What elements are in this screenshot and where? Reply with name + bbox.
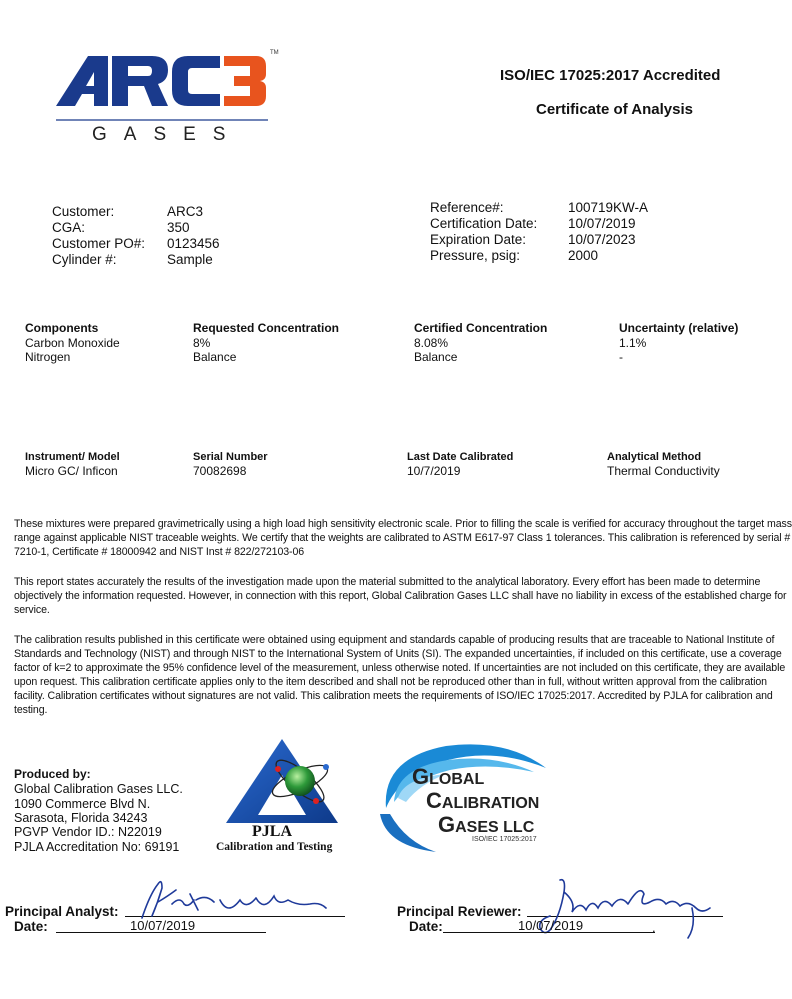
reviewer-date-trail: . — [652, 920, 656, 935]
paragraph-line: The calibration results published in this certificate were obtained using equipment and standards capable of producing results that are traceable to National Institute of — [14, 634, 775, 646]
requested-concentration: Balance — [193, 350, 237, 364]
col-header-analytical-method: Analytical Method — [607, 451, 702, 463]
pressure-value: 2000 — [568, 248, 599, 263]
reviewer-date-label: Date: — [409, 919, 443, 934]
cylinder-value: Sample — [167, 252, 213, 267]
producer-line: PJLA Accreditation No: 69191 — [14, 840, 180, 854]
uncertainty-value: 1.1% — [619, 336, 647, 350]
certified-concentration: Balance — [414, 350, 458, 364]
paragraph-line: This report states accurately the results of the investigation made upon the material submitted to the analytical laboratory. Every effort has been made to determine — [14, 576, 761, 588]
produced-by-heading: Produced by: — [14, 767, 91, 781]
col-header-certified: Certified Concentration — [414, 321, 548, 335]
col-header-last-calibrated: Last Date Calibrated — [407, 451, 514, 463]
pjla-name: PJLA — [252, 823, 292, 840]
paragraph-line: upon request. This calibration certificate applies only to the item described and shall not be reproduced other than in full, without written approval from the calibration — [14, 676, 767, 688]
cylinder-label: Cylinder #: — [52, 252, 117, 267]
pjla-logo — [212, 735, 357, 857]
expiration-date-label: Expiration Date: — [430, 232, 527, 247]
paragraph-line: objectively the information requested. However, in connection with this report, Global Calibration Gases LLC shall have no liability in excess of the established charge for — [14, 590, 787, 602]
paragraph-line: factor of k=2 to approximate the 95% confidence level of the measurement, unless otherwise noted. If uncertainties are not included on this certificate, they are available — [14, 662, 786, 674]
global-calibration-gases-logo — [376, 738, 566, 854]
customer-value: ARC3 — [167, 204, 204, 219]
col-header-serial: Serial Number — [193, 451, 268, 463]
gcg-text: ALIBRATION — [441, 795, 540, 812]
accreditation-title: ISO/IEC 17025:2017 Accredited — [500, 67, 721, 84]
producer-line: PGVP Vendor ID.: N22019 — [14, 825, 162, 839]
trademark-mark: TM — [270, 50, 279, 56]
analyst-date-label: Date: — [14, 919, 48, 934]
customer-label: Customer: — [52, 204, 115, 219]
expiration-date-value: 10/07/2023 — [568, 232, 636, 247]
producer-line: Sarasota, Florida 34243 — [14, 811, 148, 825]
last-date-calibrated: 10/7/2019 — [407, 464, 461, 478]
analyst-date-value: 10/07/2019 — [130, 918, 196, 933]
serial-number: 70082698 — [193, 464, 247, 478]
arc3-gases-text: GASES — [92, 124, 243, 145]
cga-value: 350 — [167, 220, 190, 235]
paragraph-line: facility. Calibration certificates without signatures are not valid. This calibration meets the requirements of ISO/IEC 17025:2017. Accredited by PJLA for calibration and — [14, 690, 773, 702]
component-name: Nitrogen — [25, 350, 71, 364]
certified-concentration: 8.08% — [414, 336, 449, 350]
paragraph-line: Standards and Technology (NIST) and through NIST to the International System of Units (SI). The expanded uncertainties, if included on this certificate, use a coverage — [14, 648, 782, 660]
reference-label: Reference#: — [430, 200, 504, 215]
paragraph-line: 7210-1, Certificate # 18000942 and NIST Inst # 822/272103-06 — [14, 546, 305, 558]
customer-po-value: 0123456 — [167, 236, 220, 251]
reference-value: 100719KW-A — [568, 200, 649, 215]
col-header-uncertainty: Uncertainty (relative) — [619, 321, 739, 335]
component-name: Carbon Monoxide — [25, 336, 120, 350]
certification-date-value: 10/07/2019 — [568, 216, 636, 231]
gcg-line-1 — [412, 764, 484, 790]
pjla-tagline: Calibration and Testing — [216, 841, 333, 853]
principal-reviewer-label: Principal Reviewer: — [397, 904, 522, 919]
arc3-logo — [50, 48, 279, 148]
analyst-signature-icon — [128, 874, 338, 924]
producer-line: Global Calibration Gases LLC. — [14, 782, 183, 796]
gcg-initial: C — [426, 788, 442, 813]
paragraph-line: service. — [14, 604, 50, 616]
customer-po-label: Customer PO#: — [52, 236, 146, 251]
gcg-line-2 — [426, 788, 539, 814]
gcg-iso: ISO/IEC 17025:2017 — [472, 836, 537, 843]
gcg-text: ASES LLC — [455, 819, 535, 836]
certificate-title: Certificate of Analysis — [536, 101, 693, 118]
reviewer-date-value: 10/07/2019 — [518, 918, 584, 933]
certification-date-label: Certification Date: — [430, 216, 538, 231]
producer-line: 1090 Commerce Blvd N. — [14, 797, 151, 811]
gcg-initial: G — [412, 764, 430, 789]
instrument-model: Micro GC/ Inficon — [25, 464, 118, 478]
col-header-instrument: Instrument/ Model — [25, 451, 120, 463]
col-header-requested: Requested Concentration — [193, 321, 340, 335]
gcg-line-3 — [438, 812, 534, 838]
gcg-text: LOBAL — [429, 771, 485, 788]
cga-label: CGA: — [52, 220, 86, 235]
pjla-triangle-icon — [212, 735, 357, 830]
col-header-components: Components — [25, 321, 99, 335]
uncertainty-value: - — [619, 350, 623, 364]
principal-analyst-label: Principal Analyst: — [5, 904, 119, 919]
paragraph-line: range against applicable NIST traceable weights. We certify that the weights are calibrated to ASTM E617-97 Class 1 tolerances. This calibration is referenced by serial # — [14, 532, 791, 544]
paragraph-line: These mixtures were prepared gravimetrically using a high load high sensitivity electronic scale. Prior to filling the scale is verified for accuracy throughout the target mass — [14, 518, 792, 530]
gcg-initial: G — [438, 812, 456, 837]
paragraph-line: testing. — [14, 704, 48, 716]
requested-concentration: 8% — [193, 336, 211, 350]
pressure-label: Pressure, psig: — [430, 248, 521, 263]
analytical-method: Thermal Conductivity — [607, 464, 720, 478]
